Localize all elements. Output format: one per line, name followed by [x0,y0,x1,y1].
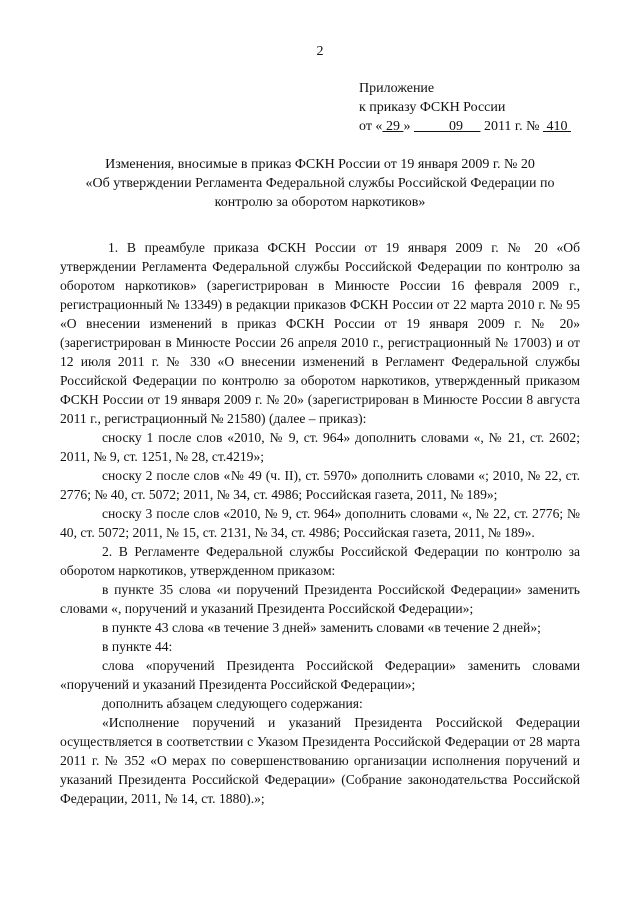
paragraph: дополнить абзацем следующего содержания: [102,696,363,711]
paragraph: «Исполнение поручений и указаний Президента Российской Федерации осуществляется в соответствии с Указом Президента Российской Федерации от 28 марта 2011 г. № 352 «О мерах по совершенствованию организации исполнения поручений и указаний Президента Российской Федерации» (Собрание законодательства Российской Федерации, 2011, № 14, ст. 1880).»; [60,715,580,806]
appendix-block [359,79,571,136]
date-year: 2011 г. № [483,119,540,134]
paragraph: слова «поручений Президента Российской Федерации» заменить словами «поручений и указаний Президента Российской Федерации»; [60,658,580,692]
paragraph: сноску 1 после слов «2010, № 9, ст. 964» дополнить словами «, № 21, ст. 2602; 2011, № 9, ст. 1251, № 28, ст.4219»; [60,430,580,464]
title-line: Изменения, вносимые в приказ ФСКН России от 19 января 2009 г. № 20 [105,157,535,172]
paragraph: в пункте 43 слова «в течение 3 дней» заменить словами «в течение 2 дней»; [102,620,541,635]
appendix-order-ref: к приказу ФСКН России [359,100,506,115]
paragraph: в пункте 35 слова «и поручений Президента Российской Федерации» заменить словами «, поручений и указаний Президента Российской Федерации»; [60,582,580,616]
order-number: 410 [546,119,568,134]
paragraph: сноску 2 после слов «№ 49 (ч. II), ст. 5970» дополнить словами «; 2010, № 22, ст. 2776; № 40, ст. 5072; 2011, № 34, ст. 4986; Российская газета, 2011, № 189»; [60,468,580,502]
date-quote: » [403,119,411,134]
title-line: контролю за оборотом наркотиков» [214,195,426,210]
paragraph: 1. В преамбуле приказа ФСКН России от 19 января 2009 г. № 20 «Об утверждении Регламента Федеральной службы Российской Федерации по контролю за оборотом наркотиков» (зарегистрирован в Минюсте России 16 февраля 2009 г., регистрационный № 13349) в редакции приказов ФСКН России от 22 марта 2010 г. № 95 «О внесении изменений в приказ ФСКН России от 19 января 2009 г. № 20» (зарегистрирован в Минюсте России 26 апреля 2010 г., регистрационный № 17003) и от 12 июля 2011 г. № 330 «О внесении изменений в Регламент Федеральной службы Российской Федерации по контролю за оборотом наркотиков, утвержденный приказом ФСКН России от 19 января 2009 г. № 20» (зарегистрирован в Минюсте России 8 августа 2011 г., регистрационный № 21580) (далее – приказ): [60,240,580,426]
document-title [78,155,562,212]
date-month: 09 [448,119,463,134]
paragraph: сноску 3 после слов «2010, № 9, ст. 964» дополнить словами «, № 22, ст. 2776; № 40, ст. 5072; 2011, № 15, ст. 2131, № 34, ст. 4986; Российская газета, 2011, № 189». [60,506,580,540]
paragraph: 2. В Регламенте Федеральной службы Российской Федерации по контролю за оборотом наркотиков, утвержденном приказом: [60,544,580,578]
appendix-date-line [359,117,571,136]
date-day: 29 [385,119,400,134]
page-number: 2 [316,44,324,59]
date-prefix: от « [359,119,383,134]
paragraph: в пункте 44: [102,639,173,654]
title-line: «Об утверждении Регламента Федеральной службы Российской Федерации по [85,176,555,191]
document-body [60,238,580,808]
appendix-label: Приложение [359,81,435,96]
